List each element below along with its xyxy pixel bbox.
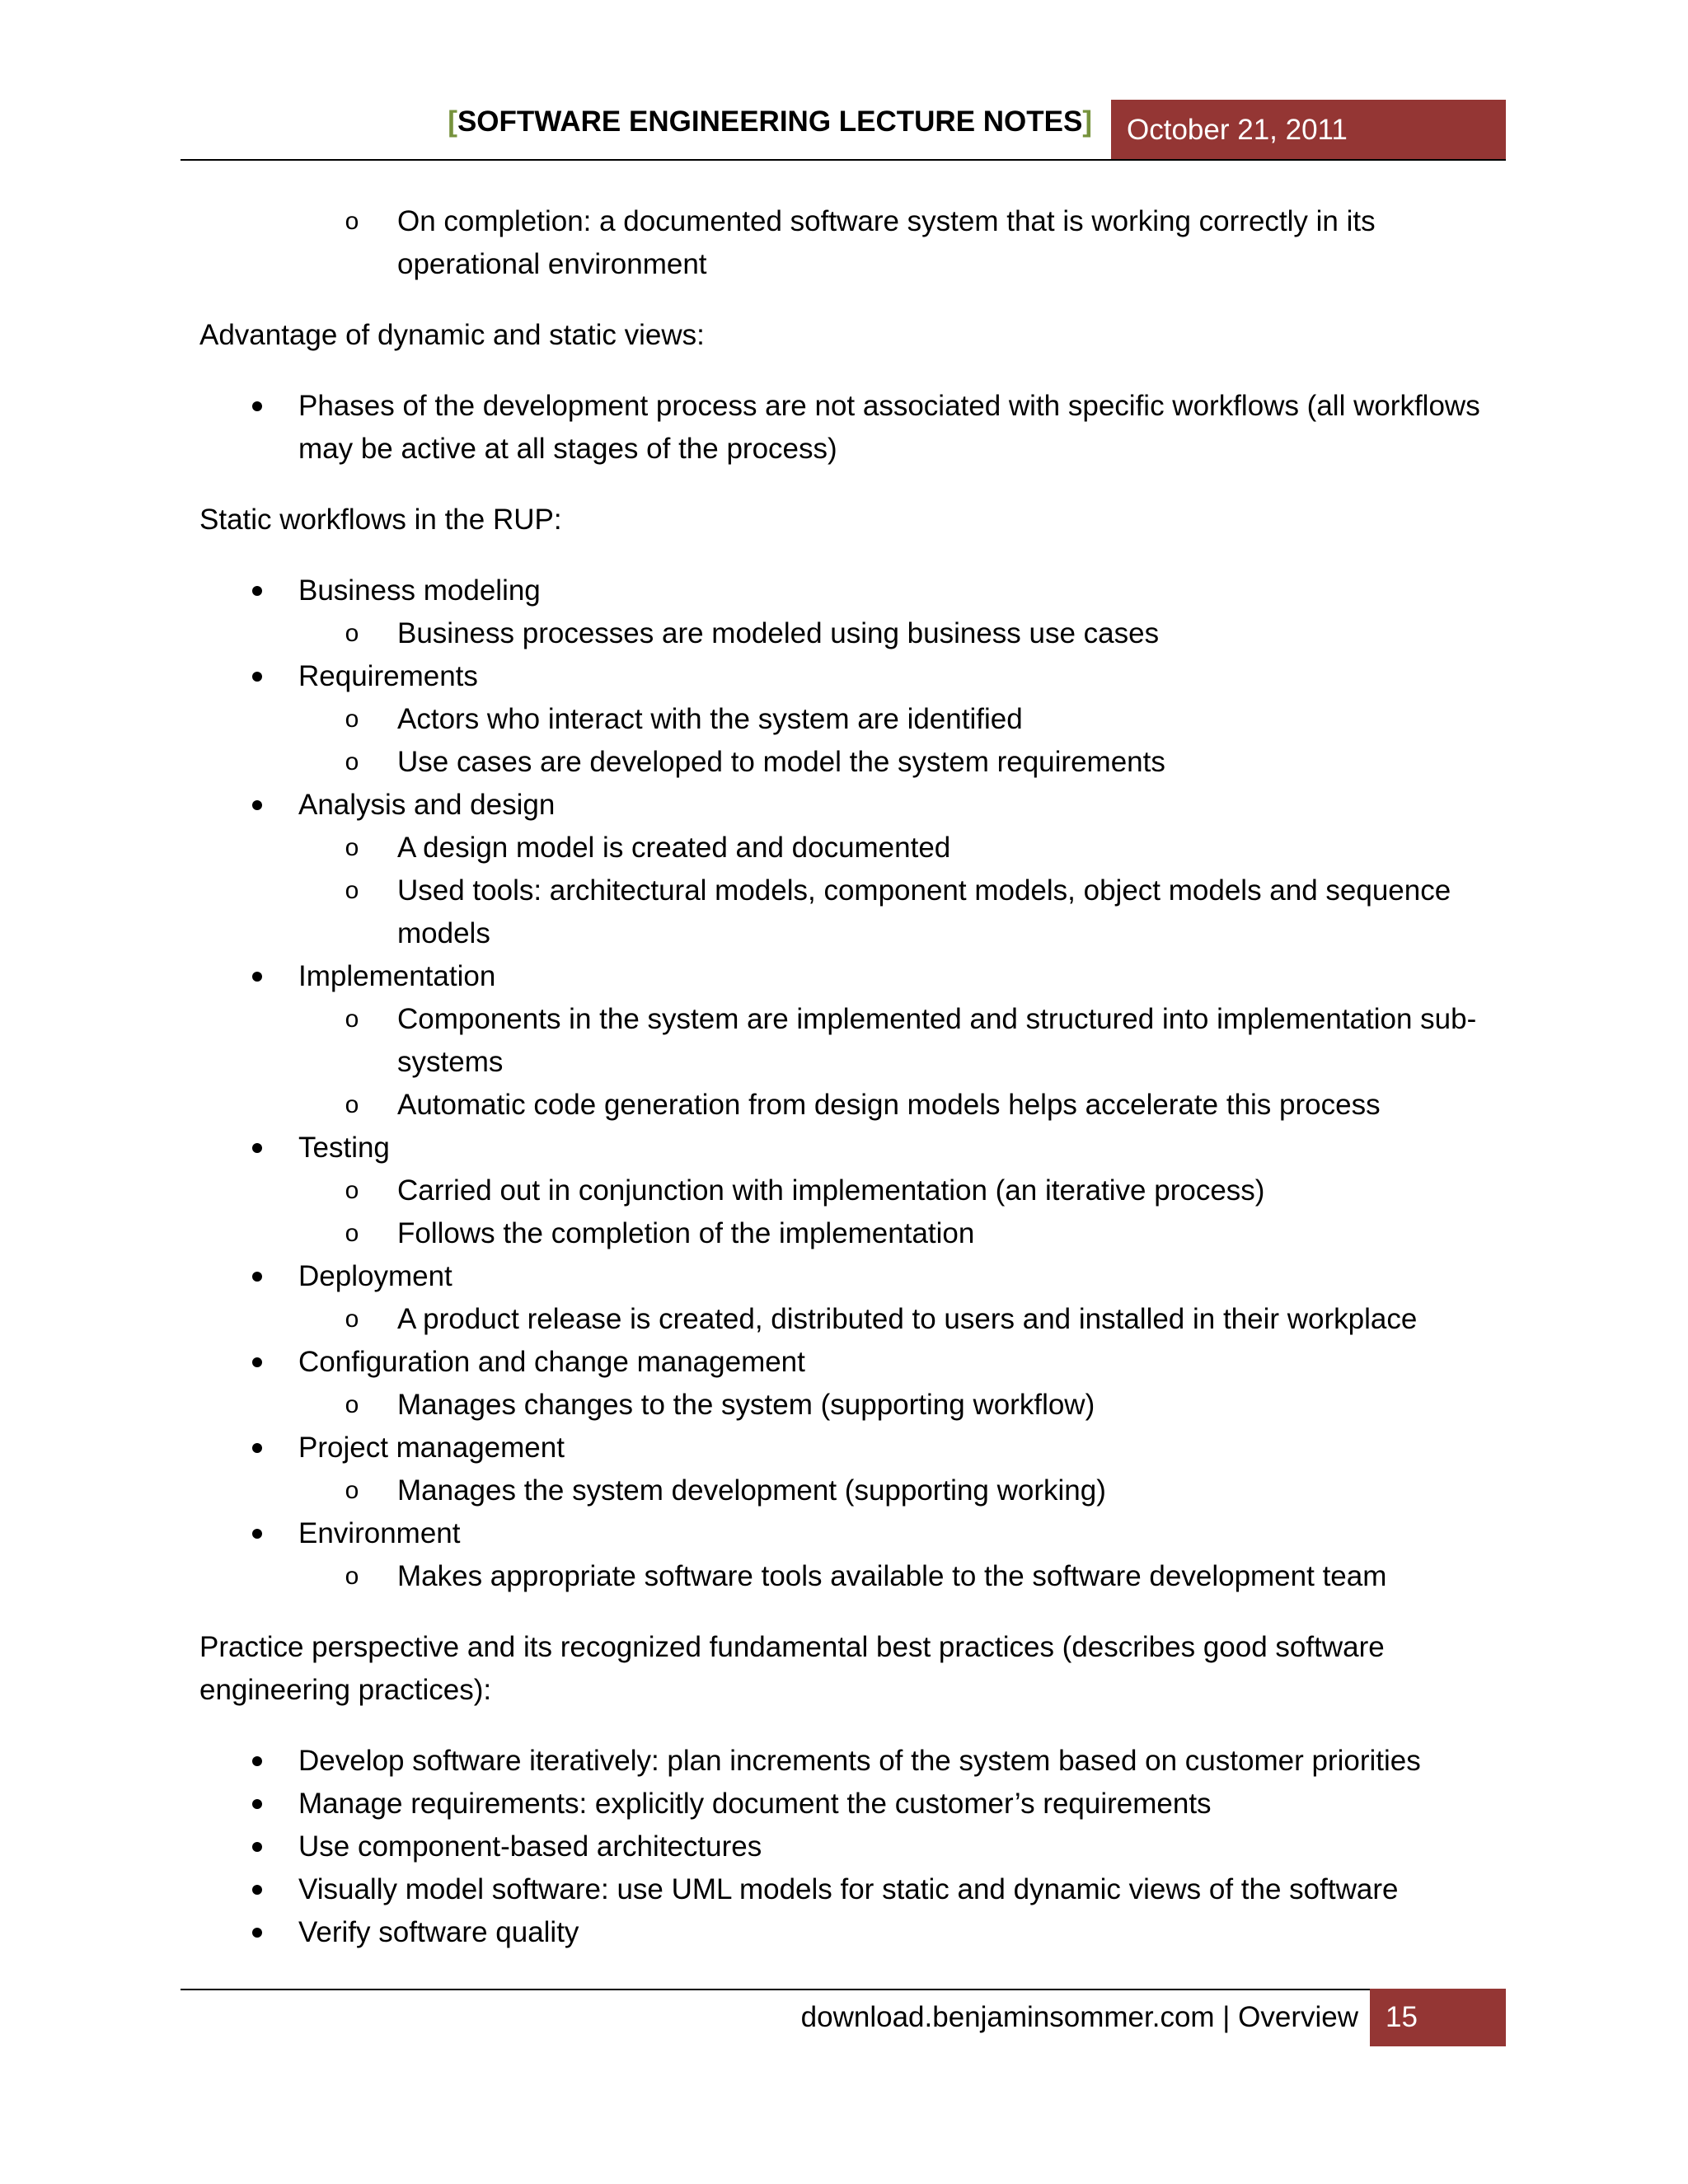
list-item [199, 698, 1518, 741]
bullet-icon [249, 1341, 265, 1384]
circle-bullet-icon: o [345, 1391, 359, 1418]
header-date: October 21, 2011 [1127, 114, 1348, 146]
list-item-text: Follows the completion of the implementation [397, 1217, 975, 1249]
list-item-text: Manage requirements: explicitly document the customer’s requirements [298, 1788, 1212, 1820]
footer-separator: | [1214, 2001, 1239, 2033]
list-item [199, 1911, 1518, 1954]
header-date-box [1111, 100, 1506, 161]
list-item [199, 1169, 1518, 1212]
circle-bullet-icon: o [345, 1220, 359, 1247]
circle-bullet-icon: o [345, 208, 359, 235]
page-number-box [1370, 1989, 1506, 2046]
footer-rule [181, 1989, 1506, 1990]
list-item-text: Use component-based architectures [298, 1830, 762, 1863]
list-item [199, 200, 1518, 286]
list-item [199, 1555, 1518, 1598]
list-item-text: Testing [298, 1132, 390, 1164]
header-bracket-close: ] [1082, 105, 1092, 138]
page-number: 15 [1386, 2001, 1418, 2033]
list-item-text: Makes appropriate software tools available to the software development team [397, 1560, 1387, 1592]
list-item-text: Visually model software: use UML models for static and dynamic views of the software [298, 1873, 1399, 1905]
list-item [199, 955, 1518, 998]
circle-bullet-icon: o [345, 748, 359, 776]
bullet-icon [249, 784, 265, 827]
header-title-text: SOFTWARE ENGINEERING LECTURE NOTES [457, 105, 1083, 138]
list-item [199, 741, 1518, 784]
bullet-icon [249, 569, 265, 612]
list-item [199, 869, 1518, 955]
continued-list [199, 200, 1518, 286]
list-item-text: Components in the system are implemented and structured into implementation sub-systems [397, 1003, 1477, 1078]
list-item [199, 1255, 1518, 1298]
list-item [199, 1341, 1518, 1384]
list-item-text: A design model is created and documented [397, 832, 951, 864]
footer-section: Overview [1238, 2001, 1358, 2033]
list-item-text: Actors who interact with the system are identified [397, 703, 1023, 735]
list-item [199, 998, 1518, 1084]
list-item-text: Configuration and change management [298, 1346, 805, 1378]
list-item [199, 1783, 1518, 1825]
bullet-icon [249, 1868, 265, 1911]
list-item-text: Carried out in conjunction with implementation (an iterative process) [397, 1174, 1265, 1207]
bullet-icon [249, 1740, 265, 1783]
footer-text [801, 2003, 1358, 2032]
bullet-icon [249, 1825, 265, 1868]
practice-list [199, 1740, 1518, 1954]
bullet-icon [249, 385, 265, 428]
bullet-icon [249, 1255, 265, 1298]
circle-bullet-icon: o [345, 834, 359, 861]
list-item-text: Used tools: architectural models, component models, object models and sequence models [397, 874, 1451, 949]
advantage-list [199, 385, 1518, 471]
paragraph-advantage: Advantage of dynamic and static views: [199, 319, 705, 351]
list-item-text: Manages changes to the system (supporting workflow) [397, 1389, 1095, 1421]
list-item [199, 1512, 1518, 1555]
bullet-icon [249, 1783, 265, 1825]
list-item-text: Verify software quality [298, 1916, 579, 1948]
list-item-text: Business processes are modeled using business use cases [397, 617, 1160, 649]
list-item [199, 655, 1518, 698]
paragraph-static-workflows: Static workflows in the RUP: [199, 504, 562, 536]
circle-bullet-icon: o [345, 705, 359, 733]
list-item-text: Implementation [298, 960, 496, 992]
list-item [199, 1740, 1518, 1783]
list-item [199, 1469, 1518, 1512]
circle-bullet-icon: o [345, 877, 359, 904]
list-item-text: Use cases are developed to model the system requirements [397, 746, 1165, 778]
bullet-icon [249, 1427, 265, 1469]
header-rule [181, 159, 1506, 161]
workflow-list [199, 569, 1518, 1598]
document-body [199, 200, 1518, 1954]
bullet-icon [249, 955, 265, 998]
list-item-text: Requirements [298, 660, 478, 692]
list-item [199, 1084, 1518, 1127]
list-item-text: Project management [298, 1432, 565, 1464]
list-item-text: Deployment [298, 1260, 452, 1292]
list-item [199, 1868, 1518, 1911]
list-item-text: A product release is created, distributed to users and installed in their workplace [397, 1303, 1418, 1335]
list-item-text: On completion: a documented software system that is working correctly in its operational environment [397, 205, 1376, 280]
bullet-icon [249, 1127, 265, 1169]
list-item-text: Environment [298, 1517, 461, 1549]
circle-bullet-icon: o [345, 1563, 359, 1590]
header-bracket-open: [ [448, 105, 457, 138]
circle-bullet-icon: o [345, 1091, 359, 1118]
circle-bullet-icon: o [345, 1305, 359, 1333]
list-item [199, 1825, 1518, 1868]
bullet-icon [249, 1911, 265, 1954]
footer-site: download.benjaminsommer.com [800, 2001, 1215, 2033]
circle-bullet-icon: o [345, 1005, 359, 1033]
header-title [448, 107, 1092, 136]
list-item-text: Automatic code generation from design models helps accelerate this process [397, 1089, 1381, 1121]
bullet-icon [249, 1512, 265, 1555]
list-item [199, 385, 1518, 471]
list-item [199, 1212, 1518, 1255]
list-item-text: Business modeling [298, 574, 541, 607]
circle-bullet-icon: o [345, 620, 359, 647]
paragraph-practice: Practice perspective and its recognized fundamental best practices (describes good software engineering practices): [199, 1631, 1385, 1706]
list-item [199, 784, 1518, 827]
list-item-text: Develop software iteratively: plan increments of the system based on customer priorities [298, 1745, 1421, 1777]
list-item-text: Manages the system development (supporting working) [397, 1474, 1106, 1507]
list-item [199, 612, 1518, 655]
list-item-text: Analysis and design [298, 789, 556, 821]
circle-bullet-icon: o [345, 1177, 359, 1204]
list-item [199, 827, 1518, 869]
circle-bullet-icon: o [345, 1477, 359, 1504]
bullet-icon [249, 655, 265, 698]
list-item [199, 1384, 1518, 1427]
list-item [199, 1298, 1518, 1341]
list-item [199, 1127, 1518, 1169]
list-item [199, 569, 1518, 612]
list-item [199, 1427, 1518, 1469]
list-item-text: Phases of the development process are not associated with specific workflows (all workflows may be active at all stages of the process) [298, 390, 1480, 465]
